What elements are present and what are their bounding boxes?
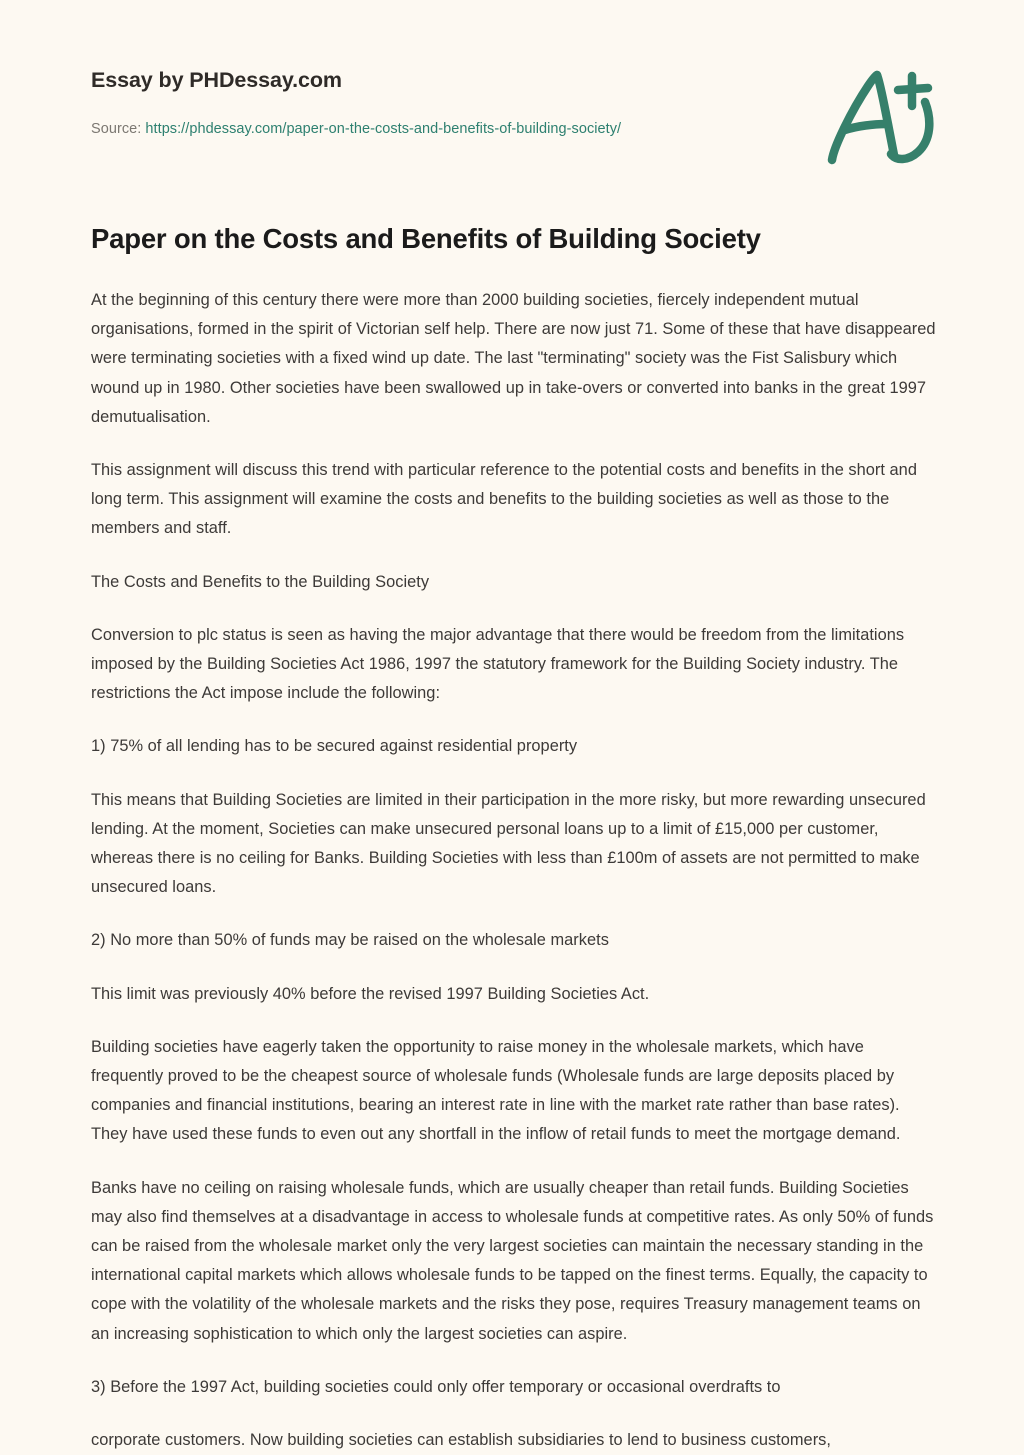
list-item: 1) 75% of all lending has to be secured against residential property (91, 737, 578, 756)
article-body (91, 222, 936, 1455)
paragraph: At the beginning of this century there were more than 2000 building societies, fiercely independent mutual organisations, formed in the spirit of Victorian self help. There are now just 71. Some of these that have disappeared were terminating societies with a fixed wind up date. The last "terminating" society was the Fist Salisbury which wound up in 1980. Other societies have been swallowed up in take-overs or converted into banks in the great 1997 demutualisation. (91, 291, 936, 426)
paragraph: This limit was previously 40% before the revised 1997 Building Societies Act. (91, 984, 650, 1003)
paragraph: Banks have no ceiling on raising wholesale funds, which are usually cheaper than retail funds. Building Societies may also find themselves at a disadvantage in access to wholesale funds at competitive rates. As only 50% of funds can be raised from the wholesale market only the very largest societies can maintain the necessary standing in the international capital markets which allows wholesale funds to be tapped on the finest terms. Equally, the capacity to cope with the volatility of the wholesale markets and the risks they pose, requires Treasury management teams on an increasing sophistication to which only the largest societies can aspire. (91, 1178, 934, 1343)
brand-title: Essay by PHDessay.com (91, 68, 342, 92)
paragraph: Building societies have eagerly taken the opportunity to raise money in the wholesale markets, which have frequently proved to be the cheapest source of wholesale funds (Wholesale funds are large deposits placed by companies and financial institutions, bearing an interest rate in line with the market rate rather than base rates). They have used these funds to even out any shortfall in the inflow of retail funds to meet the mortgage demand. (91, 1037, 901, 1144)
aplus-logo-icon (812, 62, 944, 172)
paragraph: Conversion to plc status is seen as having the major advantage that there would be freedom from the limitations imposed by the Building Societies Act 1986, 1997 the statutory framework for the Building Society industry. The restrictions the Act impose include the following: (91, 625, 905, 703)
source-url-link[interactable]: https://phdessay.com/paper-on-the-costs-and-benefits-of-building-society/ (145, 121, 622, 137)
paragraph: This means that Building Societies are limited in their participation in the more risky, but more rewarding unsecured lending. At the moment, Societies can make unsecured personal loans up to a limit of £15,000 per customer, whereas there is no ceiling for Banks. Building Societies with less than £100m of assets are not permitted to make unsecured loans. (91, 790, 926, 897)
paragraph: corporate customers. Now building societies can establish subsidiaries to lend to business customers, (91, 1431, 831, 1450)
list-item: 3) Before the 1997 Act, building societies could only offer temporary or occasional overdrafts to (91, 1377, 781, 1396)
list-item: 2) No more than 50% of funds may be raised on the wholesale markets (91, 931, 609, 950)
source-line (91, 121, 621, 137)
section-heading-text: The Costs and Benefits to the Building Society (91, 572, 430, 591)
page-header (0, 0, 1024, 200)
source-label: Source: (91, 121, 142, 137)
page-title: Paper on the Costs and Benefits of Building Society (91, 223, 761, 254)
paragraph: This assignment will discuss this trend with particular reference to the potential costs and benefits in the short and long term. This assignment will examine the costs and benefits to the building societies as well as those to the members and staff. (91, 461, 917, 538)
